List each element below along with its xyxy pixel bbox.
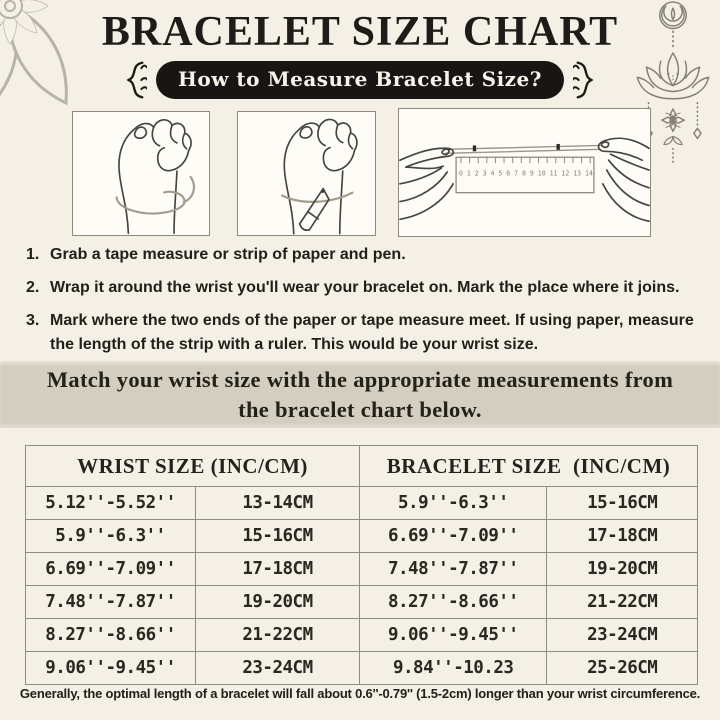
- ruler-measure-illustration: [398, 108, 651, 237]
- curly-flourish-left-icon: [123, 60, 147, 100]
- instruction-step-3: [26, 309, 700, 357]
- step-text: Mark where the two ends of the paper or tape measure meet. If using paper, measure the length of the strip with a ruler. This would be your wrist size.: [50, 312, 694, 353]
- curly-flourish-right-icon: [573, 60, 597, 100]
- bracelet-size-inch: 7.48''-7.87'': [359, 553, 546, 586]
- table-row: [26, 520, 698, 553]
- instruction-step-2: [26, 276, 700, 300]
- step-text: Grab a tape measure or strip of paper and pen.: [50, 246, 406, 263]
- step-text: Wrap it around the wrist you'll wear your bracelet on. Mark the place where it joins.: [50, 279, 680, 296]
- ruler-numbers: 0 1 2 3 4 5 6 7 8 9 10 11 12 13 14: [459, 169, 593, 178]
- wrist-size-inch: 7.48''-7.87'': [26, 586, 196, 619]
- wrist-size-inch: 5.12''-5.52'': [26, 487, 196, 520]
- wrist-size-cm: 19-20CM: [196, 586, 360, 619]
- page-title: BRACELET SIZE CHART: [101, 9, 619, 55]
- bracelet-size-header: BRACELET SIZE (INC/CM): [359, 446, 697, 487]
- bracelet-size-cm: 23-24CM: [547, 619, 698, 652]
- fist-with-pen-illustration: [237, 111, 376, 236]
- table-row: [26, 652, 698, 685]
- bracelet-size-inch: 6.69''-7.09'': [359, 520, 546, 553]
- bracelet-size-cm: 15-16CM: [547, 487, 698, 520]
- bracelet-size-cm: 19-20CM: [547, 553, 698, 586]
- wrist-size-inch: 9.06''-9.45'': [26, 652, 196, 685]
- bracelet-size-inch: 9.84''-10.23: [359, 652, 546, 685]
- wrist-size-header: WRIST SIZE (INC/CM): [26, 446, 360, 487]
- bracelet-size-cm: 25-26CM: [547, 652, 698, 685]
- bracelet-size-table: [25, 445, 698, 685]
- wrist-size-inch: 6.69''-7.09'': [26, 553, 196, 586]
- table-row: [26, 487, 698, 520]
- wrist-size-cm: 23-24CM: [196, 652, 360, 685]
- step-number: 2.: [26, 279, 40, 296]
- wrist-size-inch: 5.9''-6.3'': [26, 520, 196, 553]
- wrist-size-inch: 8.27''-8.66'': [26, 619, 196, 652]
- wrist-size-cm: 15-16CM: [196, 520, 360, 553]
- measure-instructions-list: [26, 243, 700, 366]
- bracelet-size-inch: 5.9''-6.3'': [359, 487, 546, 520]
- table-row: [26, 553, 698, 586]
- bracelet-size-cm: 17-18CM: [547, 520, 698, 553]
- match-size-banner-text: Match your wrist size with the appropriate measurements from the bracelet chart below.: [46, 366, 674, 422]
- wrist-size-cm: 21-22CM: [196, 619, 360, 652]
- step-number: 3.: [26, 312, 40, 329]
- how-to-measure-badge-row: [0, 60, 720, 100]
- table-header-row: [26, 446, 698, 487]
- fist-with-tape-illustration: [72, 111, 210, 236]
- bracelet-size-inch: 8.27''-8.66'': [359, 586, 546, 619]
- table-row: [26, 619, 698, 652]
- wrist-size-cm: 17-18CM: [196, 553, 360, 586]
- bracelet-size-cm: 21-22CM: [547, 586, 698, 619]
- match-size-banner: [0, 361, 720, 428]
- wrist-size-cm: 13-14CM: [196, 487, 360, 520]
- footer-note: Generally, the optimal length of a bracelet will fall about 0.6''-0.79'' (1.5-2cm) longer than your wrist circumference.: [19, 686, 701, 701]
- bracelet-size-inch: 9.06''-9.45'': [359, 619, 546, 652]
- table-row: [26, 586, 698, 619]
- instruction-step-1: [26, 243, 700, 267]
- how-to-measure-badge: How to Measure Bracelet Size?: [156, 61, 564, 99]
- step-number: 1.: [26, 246, 40, 263]
